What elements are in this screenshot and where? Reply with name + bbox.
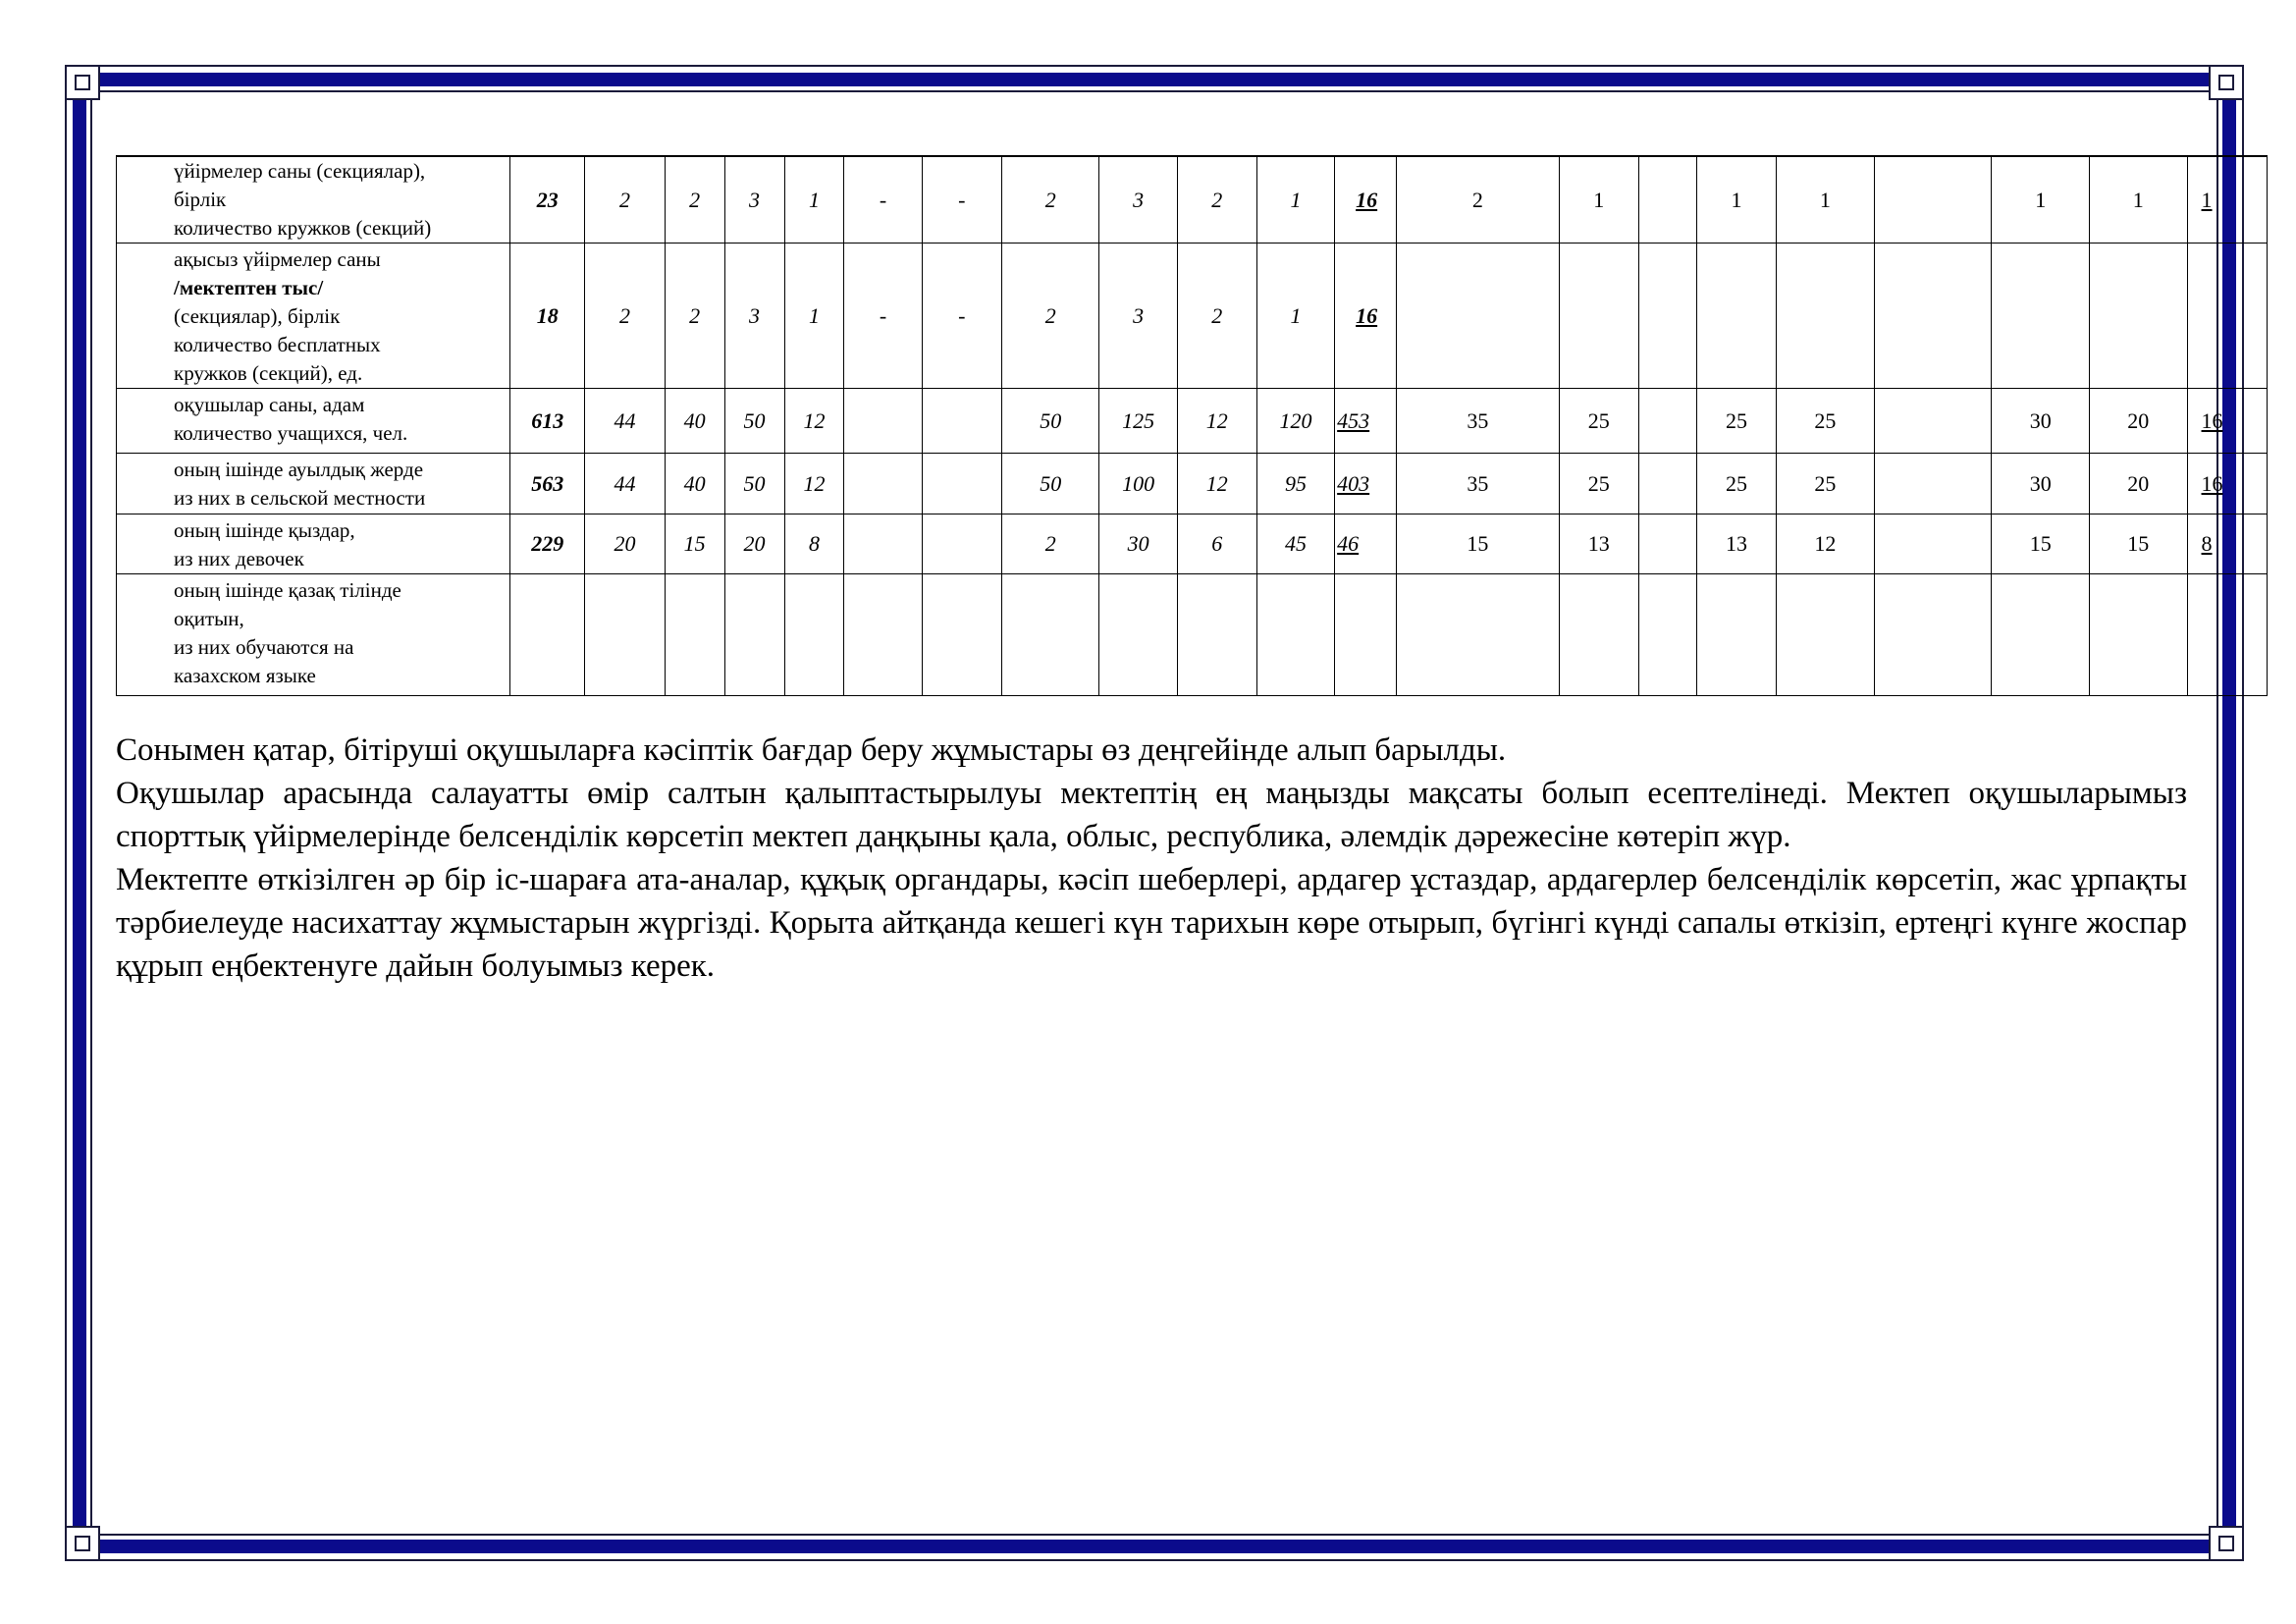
table-cell: 25 [1559, 389, 1638, 454]
table-cell: 20 [585, 514, 665, 574]
table-cell [1001, 574, 1099, 696]
table-cell [1696, 244, 1776, 389]
table-row [117, 156, 2268, 244]
table-cell: 30 [1992, 454, 2090, 514]
row-label [117, 574, 510, 696]
table-cell: 1 [2090, 156, 2188, 244]
row-label-line: казахском языке [174, 664, 316, 687]
table-cell [1638, 454, 1696, 514]
table-cell: 15 [665, 514, 724, 574]
table-cell: 25 [1696, 389, 1776, 454]
table-cell [1638, 574, 1696, 696]
table-cell [1874, 389, 1992, 454]
row-label-line: из них в сельской местности [174, 486, 426, 510]
table-cell: 25 [1777, 454, 1875, 514]
table-cell: 44 [585, 454, 665, 514]
table-cell: 2 [1177, 156, 1256, 244]
table-cell [724, 574, 784, 696]
paragraph: Оқушылар арасында салауатты өмір салтын қалыптастырылуы мектептің ең маңызды мақсаты болып есептелінеді. Мектеп оқушыларымыз спорттық үйірмелерінде белсенділік көрсетіп мектеп даңқыны қала, облыс, республика, әлемдік дәрежесіне көтеріп жүр. [116, 776, 2187, 854]
table-cell: - [922, 244, 1001, 389]
table-cell [1992, 574, 2090, 696]
table-cell [2187, 244, 2267, 389]
table-cell: 15 [1397, 514, 1560, 574]
table-cell [1177, 574, 1256, 696]
row-label [117, 389, 510, 454]
table-cell [844, 514, 922, 574]
table-cell: 30 [1099, 514, 1177, 574]
row-label-line: количество бесплатных [174, 333, 381, 356]
row-total-cell: 563 [510, 454, 585, 514]
row-label-line: ақысыз үйірмелер саны [174, 247, 381, 271]
row-label [117, 514, 510, 574]
frame-corner-ornament [65, 1526, 100, 1561]
table-cell: 45 [1256, 514, 1334, 574]
table-cell [1874, 454, 1992, 514]
table-cell: 1 [784, 156, 844, 244]
table-cell [1397, 574, 1560, 696]
table-cell: 13 [1559, 514, 1638, 574]
row-label-line: количество учащихся, чел. [174, 421, 408, 445]
row-subtotal-cell: 46 [1335, 514, 1397, 574]
table-cell [1638, 244, 1696, 389]
table-cell: 2 [585, 156, 665, 244]
paragraph: Сонымен қатар, бітіруші оқушыларға кәсіптік бағдар беру жұмыстары өз деңгейінде алып барылды. [116, 732, 1507, 768]
table-cell: 20 [2090, 389, 2188, 454]
table-cell: 1 [1696, 156, 1776, 244]
row-subtotal-cell: 16 [1335, 156, 1397, 244]
table-cell: - [844, 244, 922, 389]
table-cell: 2 [1177, 244, 1256, 389]
row-total-cell: 229 [510, 514, 585, 574]
frame-corner-ornament [2209, 65, 2244, 100]
row-label-line: (секциялар), бірлік [174, 304, 341, 328]
table-cell: 20 [2090, 454, 2188, 514]
table-cell: 30 [1992, 389, 2090, 454]
table-cell: 50 [1001, 389, 1099, 454]
table-row [117, 244, 2268, 389]
table-cell: 1 [1256, 244, 1334, 389]
table-cell: 40 [665, 454, 724, 514]
table-cell: - [844, 156, 922, 244]
table-cell: 2 [585, 244, 665, 389]
table-cell: 2 [1001, 514, 1099, 574]
row-label-line: оқушылар саны, адам [174, 393, 365, 416]
table-cell: 20 [724, 514, 784, 574]
table-cell: 3 [724, 156, 784, 244]
table-cell: 2 [1001, 156, 1099, 244]
table-cell: 1 [1256, 156, 1334, 244]
table-cell: 1 [1777, 156, 1875, 244]
table-cell [1397, 244, 1560, 389]
row-subtotal-cell [1335, 574, 1397, 696]
paragraph: Мектепте өткізілген әр бір іс-шараға ата-аналар, құқық органдары, кәсіп шеберлері, ардагер ұстаздар, ардагерлер белсенділік көрсетіп, жас ұрпақты тәрбиелеуде насихаттау жұмыстарын жүргізді. Қорыта айтқанда кешегі күн тарихын көре отырып, бүгінгі күнді сапалы өткізіп, ертеңгі күнге жоспар құрып еңбектенуге дайын болуымыз керек. [116, 862, 2187, 984]
table-cell: 120 [1256, 389, 1334, 454]
table-cell [1874, 244, 1992, 389]
table-cell [1777, 574, 1875, 696]
table-cell: 3 [724, 244, 784, 389]
table-cell: 40 [665, 389, 724, 454]
row-subtotal-cell: 16 [1335, 244, 1397, 389]
table-cell: 12 [784, 454, 844, 514]
table-cell: 16 [2187, 454, 2267, 514]
table-cell [1874, 156, 1992, 244]
table-cell [1874, 514, 1992, 574]
row-total-cell: 613 [510, 389, 585, 454]
row-label [117, 156, 510, 244]
table-cell: 12 [1177, 389, 1256, 454]
table-cell [1559, 244, 1638, 389]
table-cell: 3 [1099, 156, 1177, 244]
table-cell [1777, 244, 1875, 389]
table-cell [1874, 574, 1992, 696]
page-content [116, 155, 2223, 1510]
table-cell: 8 [784, 514, 844, 574]
table-cell: 95 [1256, 454, 1334, 514]
row-label-line: оның ішінде қыздар, [174, 518, 355, 542]
table-cell [784, 574, 844, 696]
table-cell: 1 [1992, 156, 2090, 244]
table-cell: 35 [1397, 389, 1560, 454]
table-cell: 1 [2187, 156, 2267, 244]
table-cell: 35 [1397, 454, 1560, 514]
table-cell: 25 [1559, 454, 1638, 514]
table-cell [1696, 574, 1776, 696]
table-cell: 2 [665, 156, 724, 244]
row-label-line: оның ішінде ауылдық жерде [174, 458, 424, 481]
table-cell: 15 [1992, 514, 2090, 574]
table-cell [1992, 244, 2090, 389]
table-cell: 44 [585, 389, 665, 454]
table-cell: 50 [724, 389, 784, 454]
table-cell: 25 [1696, 454, 1776, 514]
table-row [117, 574, 2268, 696]
table-cell: 2 [1397, 156, 1560, 244]
table-cell [2187, 574, 2267, 696]
table-row [117, 514, 2268, 574]
table-cell: 16 [2187, 389, 2267, 454]
table-cell: 50 [724, 454, 784, 514]
table-cell [665, 574, 724, 696]
table-cell: 1 [784, 244, 844, 389]
row-subtotal-cell: 403 [1335, 454, 1397, 514]
row-total-cell: 23 [510, 156, 585, 244]
row-total-cell [510, 574, 585, 696]
row-label-line: /мектептен тыс/ [174, 276, 324, 299]
table-cell [2090, 244, 2188, 389]
table-cell: 100 [1099, 454, 1177, 514]
table-cell: 6 [1177, 514, 1256, 574]
frame-corner-ornament [65, 65, 100, 100]
table-cell [844, 389, 922, 454]
row-label-line: үйірмелер саны (секциялар), [174, 159, 426, 183]
table-cell [585, 574, 665, 696]
table-cell [1638, 389, 1696, 454]
table-cell: 3 [1099, 244, 1177, 389]
row-label [117, 244, 510, 389]
table-cell [2090, 574, 2188, 696]
table-cell [1099, 574, 1177, 696]
table-cell [922, 574, 1001, 696]
table-cell: 12 [1777, 514, 1875, 574]
table-cell [922, 454, 1001, 514]
table-cell [844, 574, 922, 696]
table-cell: 12 [1177, 454, 1256, 514]
table-cell: 13 [1696, 514, 1776, 574]
row-total-cell: 18 [510, 244, 585, 389]
row-label-line: кружков (секций), ед. [174, 361, 363, 385]
row-label-line: оқитын, [174, 607, 244, 630]
table-cell [1559, 574, 1638, 696]
table-cell [1638, 514, 1696, 574]
row-label-line: оның ішінде қазақ тілінде [174, 578, 401, 602]
table-cell: 1 [1559, 156, 1638, 244]
table-cell: 2 [665, 244, 724, 389]
row-subtotal-cell: 453 [1335, 389, 1397, 454]
table-cell [1638, 156, 1696, 244]
table-cell: 2 [1001, 244, 1099, 389]
table-cell: 25 [1777, 389, 1875, 454]
frame-corner-ornament [2209, 1526, 2244, 1561]
table-cell [922, 389, 1001, 454]
table-row [117, 389, 2268, 454]
row-label [117, 454, 510, 514]
table-cell: - [922, 156, 1001, 244]
row-label-line: бірлік [174, 188, 227, 211]
table-row [117, 454, 2268, 514]
table-cell: 12 [784, 389, 844, 454]
table-cell: 125 [1099, 389, 1177, 454]
table-cell [844, 454, 922, 514]
row-label-line: из них девочек [174, 547, 304, 570]
row-label-line: из них обучаются на [174, 635, 354, 659]
table-cell: 50 [1001, 454, 1099, 514]
table-cell [1256, 574, 1334, 696]
table-cell: 15 [2090, 514, 2188, 574]
table-cell: 8 [2187, 514, 2267, 574]
row-label-line: количество кружков (секций) [174, 216, 432, 240]
statistics-table [116, 155, 2268, 696]
table-cell [922, 514, 1001, 574]
body-text [116, 729, 2187, 988]
